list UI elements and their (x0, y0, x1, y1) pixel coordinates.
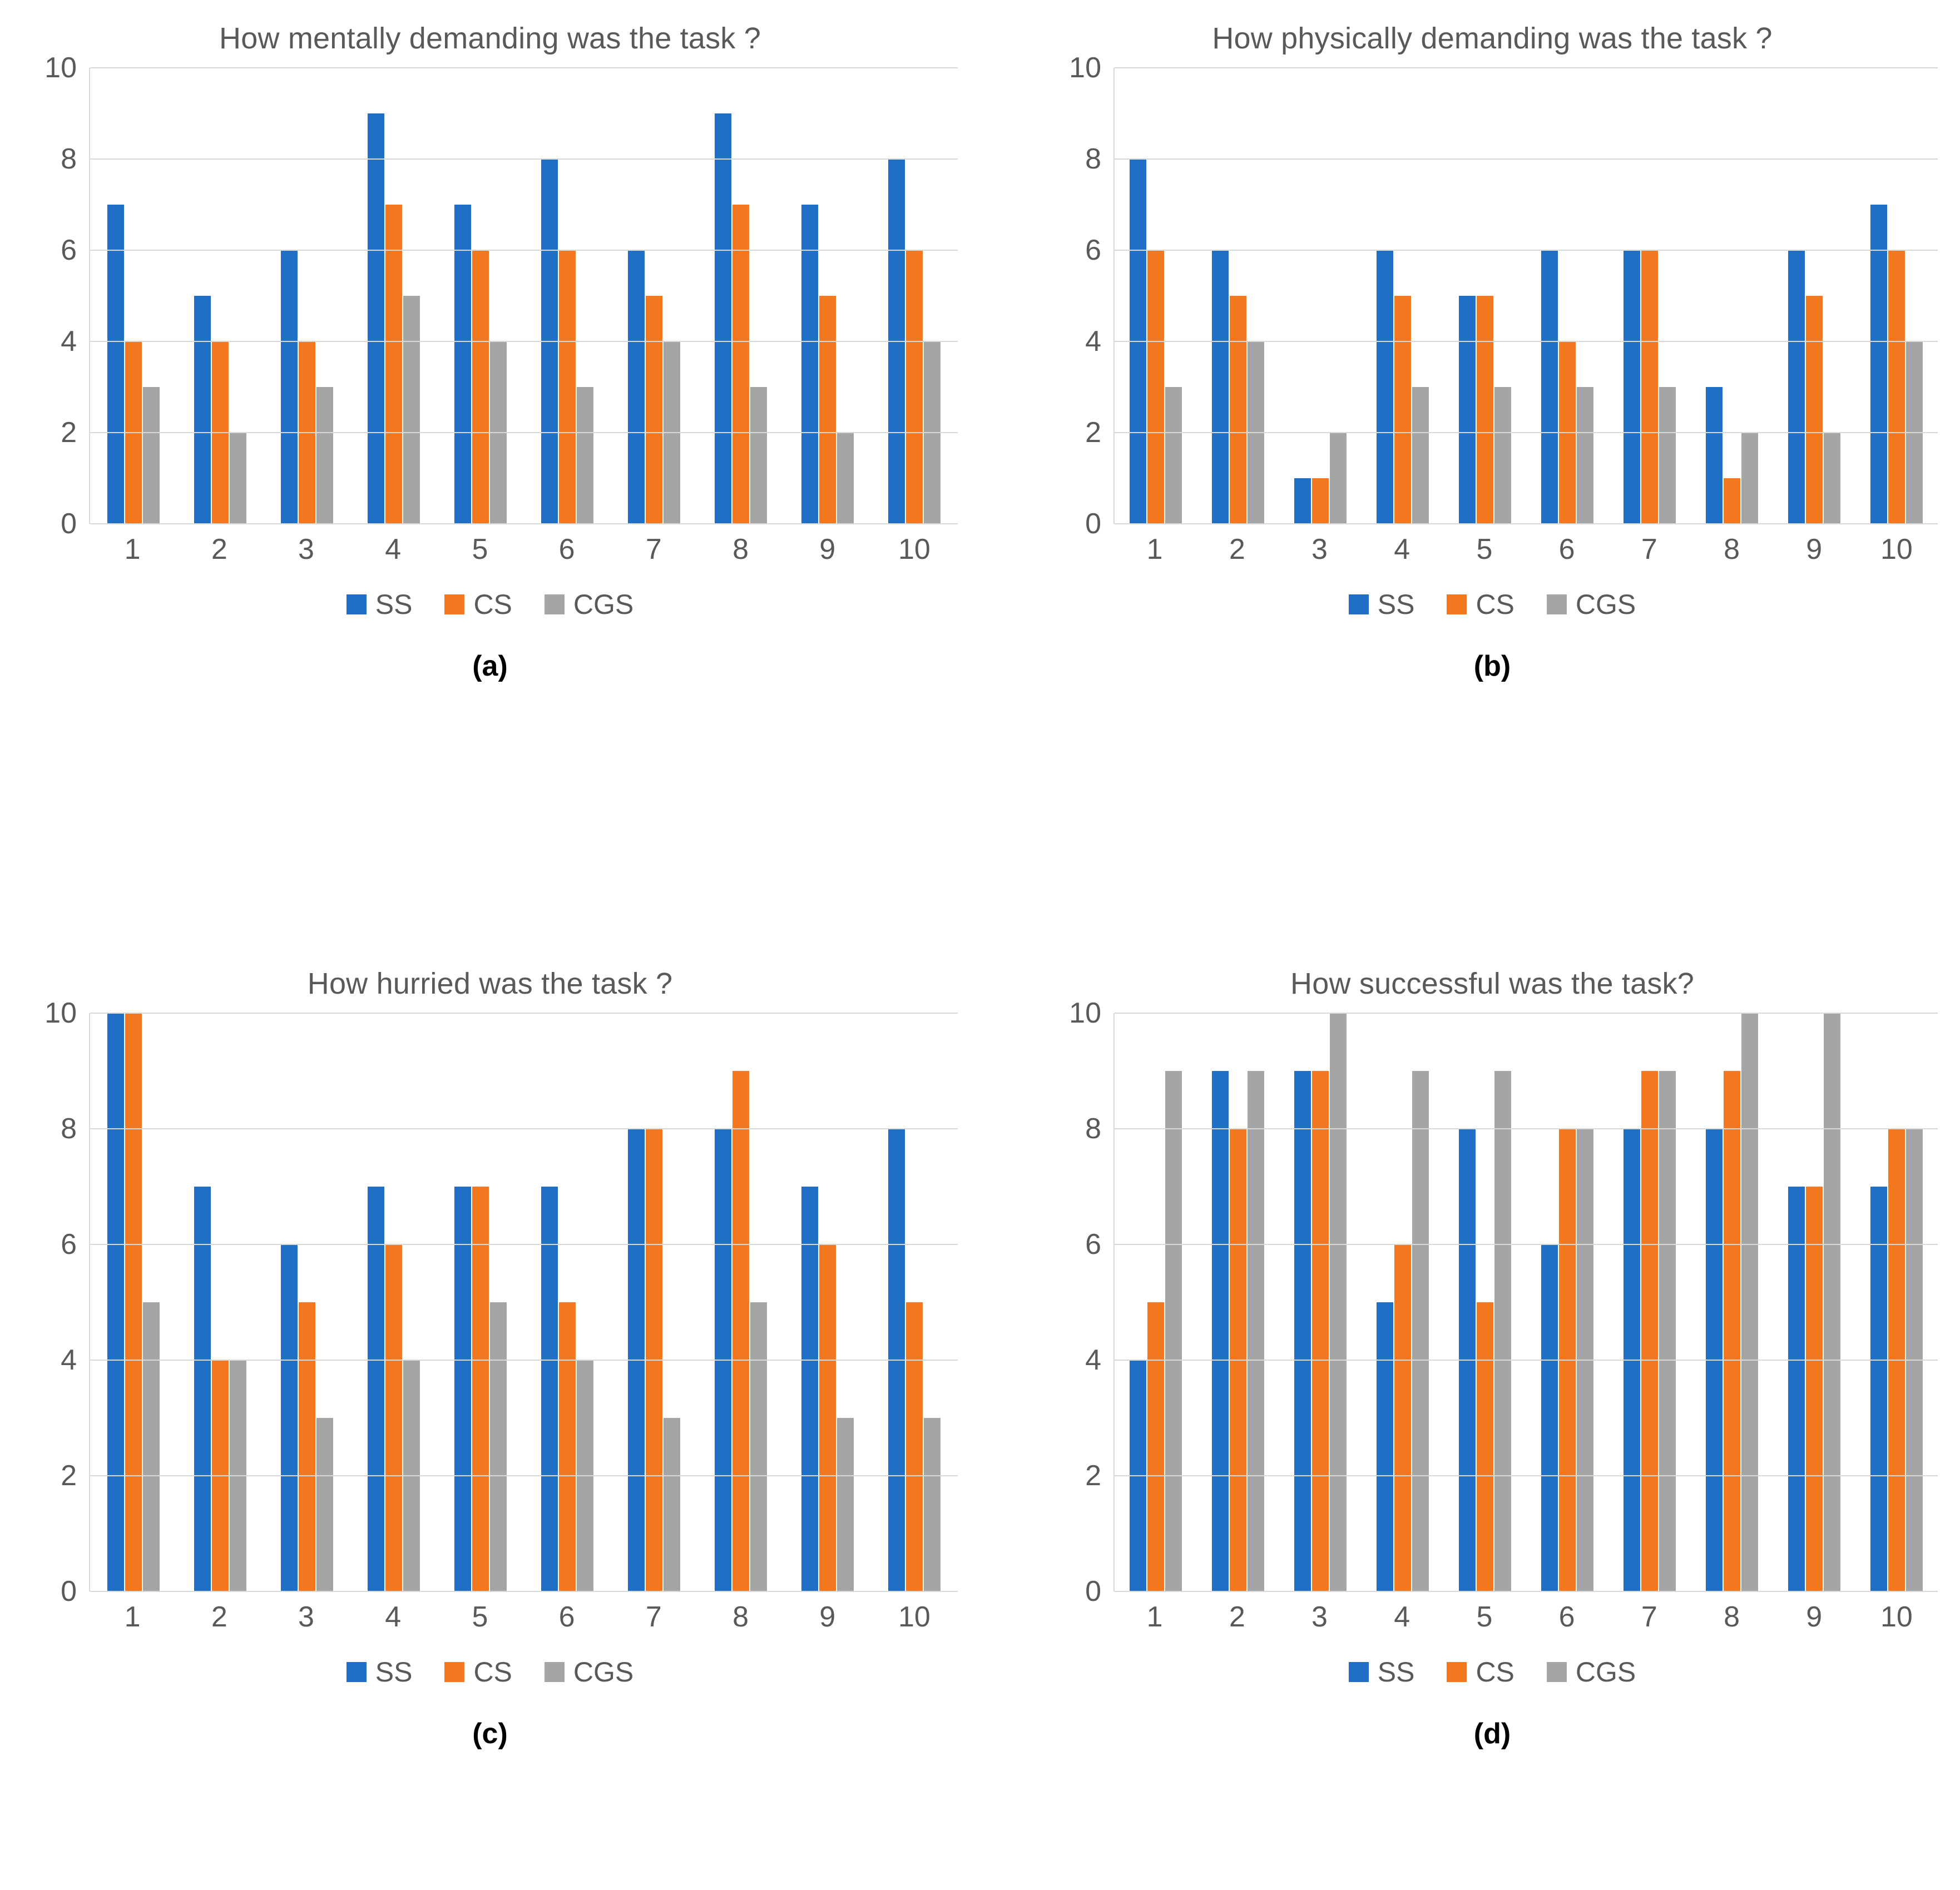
bar-ss (281, 250, 298, 524)
x-tick-label: 3 (1311, 1600, 1328, 1633)
bar-cs (299, 1302, 315, 1591)
bars-b (1115, 68, 1938, 524)
x-tick-label: 10 (898, 1600, 930, 1633)
bar-ss (628, 250, 645, 524)
bar-cs (732, 1071, 749, 1591)
bar-group (871, 1013, 958, 1591)
legend-label: CS (473, 589, 512, 620)
bar-cs (1806, 296, 1823, 524)
bar-group (350, 1013, 437, 1591)
subcaption-a (22, 649, 958, 683)
bar-cs (1312, 1071, 1329, 1591)
bar-group (1362, 1013, 1444, 1591)
legend-label: CS (1476, 1656, 1514, 1688)
bar-cs (559, 250, 576, 524)
bar-group (1608, 1013, 1691, 1591)
bar-cgs (750, 387, 767, 524)
legend-b (1047, 588, 1938, 621)
legend-item-cgs (1547, 588, 1636, 621)
plot-area-d (1113, 1013, 1938, 1591)
x-tick-label: 7 (645, 533, 662, 565)
bar-group (90, 1013, 177, 1591)
x-tick-label: 9 (1806, 533, 1823, 565)
chart-title-c: How hurried was the task ? (307, 966, 673, 1000)
bar-group (350, 68, 437, 524)
legend-a (22, 588, 958, 621)
bar-cs (125, 1013, 142, 1591)
bar-group (784, 68, 871, 524)
y-tick-label: 4 (61, 1343, 77, 1376)
bar-group (1197, 68, 1279, 524)
legend-swatch-icon (1447, 594, 1467, 614)
legend-swatch-icon (1349, 594, 1369, 614)
bar-cs (1147, 1302, 1164, 1591)
chart-panel-d (980, 945, 1960, 1890)
gridline (90, 1475, 958, 1476)
x-tick-label: 6 (1558, 1600, 1575, 1633)
legend-swatch-icon (347, 594, 367, 614)
x-tick-label: 7 (645, 1600, 662, 1633)
bar-cs (646, 296, 662, 524)
bar-cgs (750, 1302, 767, 1591)
chart-title-d: How successful was the task? (1290, 966, 1694, 1000)
subcaption-b-text: (b) (1473, 650, 1511, 682)
bar-ss (1212, 250, 1229, 524)
subcaption-a-text: (a) (472, 650, 508, 682)
x-tick-label: 8 (1724, 1600, 1740, 1633)
bar-group (437, 1013, 524, 1591)
bar-cgs (1412, 387, 1429, 524)
bar-group (1773, 1013, 1855, 1591)
x-tick-label: 10 (1880, 533, 1913, 565)
bar-ss (1294, 478, 1311, 524)
legend-swatch-icon (545, 1662, 565, 1682)
legend-label: CS (473, 1656, 512, 1688)
legend-item-cgs (545, 1656, 633, 1688)
legend-item-cs (1447, 588, 1514, 621)
bar-group (1444, 1013, 1526, 1591)
y-tick-label: 2 (1085, 416, 1101, 449)
x-tick-label: 5 (1476, 533, 1493, 565)
bar-cgs (316, 1418, 333, 1591)
bar-ss (454, 1187, 471, 1591)
x-axis-d (1113, 1600, 1938, 1634)
legend-item-ss (1349, 588, 1415, 621)
bar-cgs (490, 1302, 507, 1591)
y-tick-label: 10 (44, 996, 77, 1029)
x-tick-label: 1 (1146, 1600, 1163, 1633)
bar-cs (1394, 1244, 1411, 1591)
x-tick-label: 10 (898, 533, 930, 565)
y-axis-c (22, 996, 89, 1608)
bar-group (1691, 1013, 1773, 1591)
bar-ss (1377, 1302, 1393, 1591)
bar-cgs (1494, 1071, 1511, 1591)
gridline (90, 523, 958, 524)
bar-ss (1788, 1187, 1805, 1591)
x-tick-label: 2 (1229, 1600, 1245, 1633)
y-tick-label: 6 (1085, 234, 1101, 266)
bar-group (1855, 1013, 1938, 1591)
bar-ss (107, 205, 124, 524)
y-tick-label: 6 (61, 1228, 77, 1261)
bar-cgs (1412, 1071, 1429, 1591)
x-tick-label: 7 (1641, 533, 1657, 565)
bar-cs (559, 1302, 576, 1591)
bar-group (1608, 68, 1691, 524)
x-tick-label: 8 (732, 1600, 749, 1633)
plot-wrap-a (22, 52, 958, 540)
bar-ss (194, 1187, 211, 1591)
y-tick-label: 4 (1085, 1343, 1101, 1376)
bar-cs (1394, 296, 1411, 524)
bar-ss (1870, 1187, 1887, 1591)
plot-wrap-d (1047, 996, 1938, 1608)
bar-group (1279, 1013, 1362, 1591)
bar-group (1279, 68, 1362, 524)
bar-group (611, 68, 697, 524)
bar-cs (819, 1244, 836, 1591)
bar-ss (368, 113, 384, 524)
plot-area-b (1113, 68, 1938, 524)
x-tick-label: 3 (298, 1600, 314, 1633)
legend-label: CGS (1575, 589, 1636, 620)
y-tick-label: 2 (61, 1459, 77, 1492)
x-axis-a (89, 533, 958, 566)
y-tick-label: 6 (1085, 1228, 1101, 1261)
plot-area-c (89, 1013, 958, 1591)
bar-cs (819, 296, 836, 524)
bar-cs (1888, 250, 1905, 524)
gridline (90, 341, 958, 342)
chart-panel-a (0, 0, 980, 945)
y-tick-label: 8 (61, 143, 77, 175)
bar-cgs (1659, 387, 1676, 524)
bar-group (437, 68, 524, 524)
bar-ss (1706, 387, 1723, 524)
gridline (90, 432, 958, 433)
x-tick-label: 1 (124, 533, 141, 565)
x-axis-c (89, 1600, 958, 1634)
legend-label: CGS (573, 589, 634, 620)
gridline (1115, 1591, 1938, 1592)
y-axis-a (22, 52, 89, 540)
legend-label: CGS (573, 1656, 634, 1688)
bar-cgs (1165, 1071, 1182, 1591)
x-tick-label: 7 (1641, 1600, 1657, 1633)
legend-label: CS (1476, 589, 1514, 620)
y-tick-label: 4 (1085, 325, 1101, 358)
bar-ss (368, 1187, 384, 1591)
x-tick-label: 1 (124, 1600, 141, 1633)
x-tick-label: 6 (1558, 533, 1575, 565)
bar-group (697, 68, 784, 524)
bar-group (1691, 68, 1773, 524)
bar-cs (1641, 250, 1658, 524)
bar-group (177, 1013, 264, 1591)
bar-cs (385, 205, 402, 524)
subcaption-d (1047, 1717, 1938, 1750)
gridline (90, 1128, 958, 1129)
bar-cgs (577, 387, 593, 524)
y-axis-d (1047, 996, 1113, 1608)
bar-group (90, 68, 177, 524)
bar-cgs (1741, 1013, 1758, 1591)
legend-item-cs (444, 588, 512, 621)
legend-swatch-icon (1547, 1662, 1567, 1682)
bar-group (1115, 68, 1197, 524)
subcaption-d-text: (d) (1473, 1717, 1511, 1750)
y-tick-label: 8 (1085, 1112, 1101, 1145)
bar-ss (541, 1187, 558, 1591)
gridline (1115, 1128, 1938, 1129)
legend-swatch-icon (444, 594, 464, 614)
bar-ss (1870, 205, 1887, 524)
bar-cs (472, 1187, 489, 1591)
bar-cs (1806, 1187, 1823, 1591)
legend-item-ss (347, 588, 413, 621)
bar-cgs (1824, 433, 1840, 524)
gridline (90, 67, 958, 68)
bar-ss (1788, 250, 1805, 524)
bar-cgs (230, 433, 246, 524)
subcaption-c-text: (c) (472, 1717, 508, 1750)
subcaption-b (1047, 649, 1938, 683)
legend-swatch-icon (347, 1662, 367, 1682)
bar-cs (1724, 478, 1740, 524)
bar-cs (1230, 296, 1246, 524)
legend-swatch-icon (1547, 594, 1567, 614)
bar-ss (194, 296, 211, 524)
plot-area-a (89, 68, 958, 524)
gridline (90, 1244, 958, 1245)
gridline (90, 1360, 958, 1361)
gridline (1115, 158, 1938, 160)
x-tick-label: 4 (385, 533, 402, 565)
bar-ss (801, 1187, 818, 1591)
legend-label: SS (1377, 589, 1415, 620)
x-tick-label: 4 (1394, 1600, 1410, 1633)
bar-cs (385, 1244, 402, 1591)
x-tick-label: 8 (732, 533, 749, 565)
y-tick-label: 0 (1085, 1575, 1101, 1608)
bars-d (1115, 1013, 1938, 1591)
bar-cs (1477, 1302, 1493, 1591)
gridline (90, 1591, 958, 1592)
legend-item-ss (347, 1656, 413, 1688)
legend-swatch-icon (444, 1662, 464, 1682)
chart-panel-b (980, 0, 1960, 945)
bar-group (697, 1013, 784, 1591)
bar-group (1773, 68, 1855, 524)
bar-cgs (837, 1418, 854, 1591)
bar-group (871, 68, 958, 524)
bar-group (264, 1013, 350, 1591)
bar-group (1362, 68, 1444, 524)
legend-item-cgs (1547, 1656, 1636, 1688)
y-tick-label: 0 (61, 508, 77, 540)
bar-cgs (1824, 1013, 1840, 1591)
bar-cs (906, 1302, 923, 1591)
gridline (90, 158, 958, 160)
bar-cs (1147, 250, 1164, 524)
bar-cgs (924, 1418, 941, 1591)
bar-cgs (1165, 387, 1182, 524)
gridline (90, 1013, 958, 1014)
x-tick-label: 5 (1476, 1600, 1493, 1633)
bar-ss (1294, 1071, 1311, 1591)
bar-group (1115, 1013, 1197, 1591)
bar-ss (1541, 1244, 1558, 1591)
bar-cs (1312, 478, 1329, 524)
bar-cgs (1248, 1071, 1264, 1591)
bar-ss (454, 205, 471, 524)
x-tick-label: 8 (1724, 533, 1740, 565)
bar-ss (1459, 296, 1476, 524)
x-tick-label: 1 (1146, 533, 1163, 565)
x-tick-label: 10 (1880, 1600, 1913, 1633)
bar-ss (801, 205, 818, 524)
x-tick-label: 2 (1229, 533, 1245, 565)
bar-cgs (837, 433, 854, 524)
gridline (1115, 341, 1938, 342)
bar-cgs (316, 387, 333, 524)
x-tick-label: 9 (1806, 1600, 1823, 1633)
bar-group (611, 1013, 697, 1591)
bar-cs (1477, 296, 1493, 524)
bar-group (1526, 68, 1608, 524)
bar-ss (1541, 250, 1558, 524)
bar-cs (1724, 1071, 1740, 1591)
x-tick-label: 6 (558, 533, 575, 565)
legend-item-cs (1447, 1656, 1514, 1688)
bar-cgs (1494, 387, 1511, 524)
bar-ss (1212, 1071, 1229, 1591)
bar-cs (472, 250, 489, 524)
y-axis-b (1047, 52, 1113, 540)
y-tick-label: 2 (1085, 1459, 1101, 1492)
bar-cgs (664, 1418, 680, 1591)
y-tick-label: 10 (44, 52, 77, 84)
gridline (1115, 250, 1938, 251)
bar-ss (281, 1244, 298, 1591)
gridline (1115, 523, 1938, 524)
bar-cs (906, 250, 923, 524)
chart-title-a: How mentally demanding was the task ? (219, 22, 761, 55)
bar-group (524, 1013, 611, 1591)
legend-item-ss (1349, 1656, 1415, 1688)
chart-panel-c (0, 945, 980, 1890)
legend-item-cs (444, 1656, 512, 1688)
bar-group (177, 68, 264, 524)
bar-cs (1641, 1071, 1658, 1591)
legend-label: SS (375, 589, 413, 620)
bar-ss (107, 1013, 124, 1591)
subcaption-c (22, 1717, 958, 1750)
legend-swatch-icon (1349, 1662, 1369, 1682)
y-tick-label: 0 (1085, 508, 1101, 540)
legend-label: SS (1377, 1656, 1415, 1688)
y-tick-label: 6 (61, 234, 77, 266)
x-tick-label: 5 (472, 533, 488, 565)
x-tick-label: 5 (472, 1600, 488, 1633)
bar-cgs (1659, 1071, 1676, 1591)
x-tick-label: 3 (298, 533, 314, 565)
gridline (1115, 1360, 1938, 1361)
y-tick-label: 8 (61, 1112, 77, 1145)
x-tick-label: 4 (1394, 533, 1410, 565)
gridline (1115, 67, 1938, 68)
y-tick-label: 10 (1069, 52, 1101, 84)
bar-group (1197, 1013, 1279, 1591)
bar-cgs (1577, 387, 1593, 524)
legend-c (22, 1656, 958, 1688)
gridline (90, 250, 958, 251)
x-axis-b (1113, 533, 1938, 566)
legend-swatch-icon (1447, 1662, 1467, 1682)
bars-a (90, 68, 958, 524)
chart-title-b: How physically demanding was the task ? (1212, 22, 1773, 55)
y-tick-label: 10 (1069, 996, 1101, 1029)
bar-group (1855, 68, 1938, 524)
y-tick-label: 0 (61, 1575, 77, 1608)
plot-wrap-c (22, 996, 958, 1608)
bar-ss (1377, 250, 1393, 524)
bar-ss (715, 113, 731, 524)
legend-label: SS (375, 1656, 413, 1688)
legend-d (1047, 1656, 1938, 1688)
legend-item-cgs (545, 588, 633, 621)
x-tick-label: 9 (819, 1600, 836, 1633)
gridline (1115, 432, 1938, 433)
plot-wrap-b (1047, 52, 1938, 540)
bar-cgs (1330, 1013, 1347, 1591)
bar-ss (1624, 250, 1640, 524)
y-tick-label: 4 (61, 325, 77, 358)
gridline (1115, 1013, 1938, 1014)
bar-cgs (143, 387, 160, 524)
bar-group (264, 68, 350, 524)
bar-cgs (403, 296, 420, 524)
legend-swatch-icon (545, 594, 565, 614)
x-tick-label: 4 (385, 1600, 402, 1633)
x-tick-label: 2 (211, 1600, 227, 1633)
legend-label: CGS (1575, 1656, 1636, 1688)
y-tick-label: 2 (61, 416, 77, 449)
y-tick-label: 8 (1085, 143, 1101, 175)
bars-c (90, 1013, 958, 1591)
bar-cs (732, 205, 749, 524)
x-tick-label: 9 (819, 533, 836, 565)
x-tick-label: 2 (211, 533, 227, 565)
bar-group (1444, 68, 1526, 524)
bar-group (784, 1013, 871, 1591)
x-tick-label: 6 (558, 1600, 575, 1633)
bar-group (1526, 1013, 1608, 1591)
bar-cgs (1330, 433, 1347, 524)
bar-cgs (143, 1302, 160, 1591)
x-tick-label: 3 (1311, 533, 1328, 565)
bar-cgs (1741, 433, 1758, 524)
bar-group (524, 68, 611, 524)
gridline (1115, 1244, 1938, 1245)
gridline (1115, 1475, 1938, 1476)
